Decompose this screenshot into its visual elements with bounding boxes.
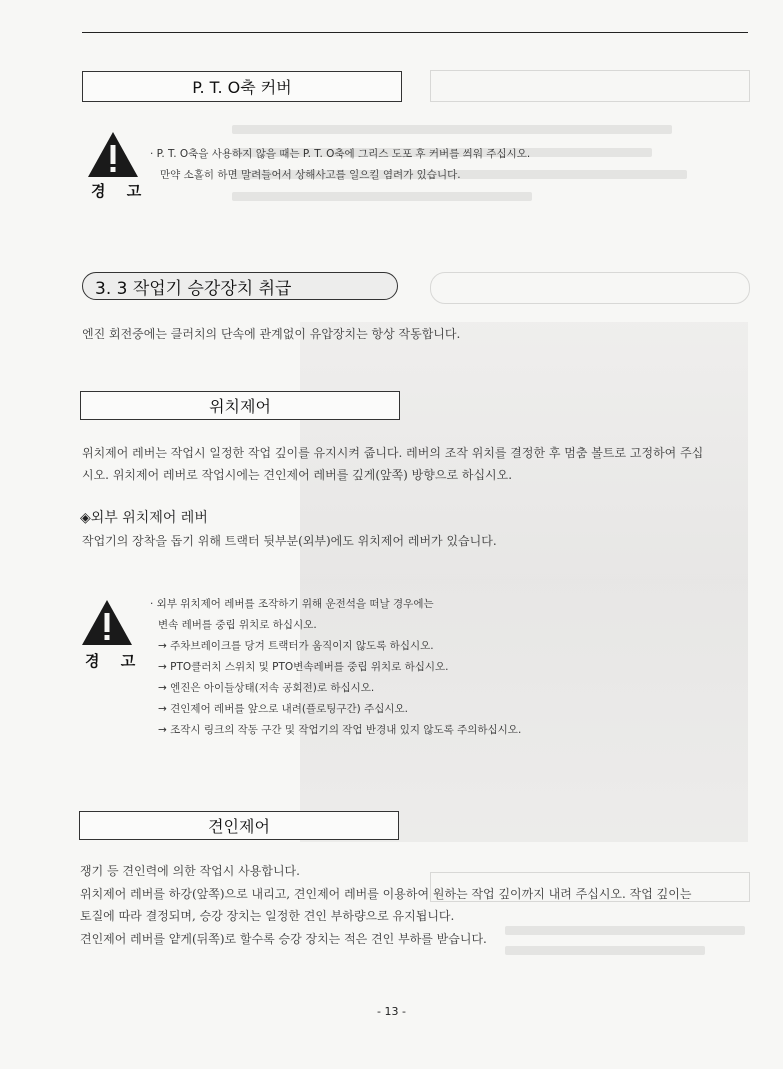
top-rule (82, 32, 748, 33)
paragraph-line: 위치제어 레버는 작업시 일정한 작업 깊이를 유지시켜 줍니다. 레버의 조작 위치를 결정한 후 멈춤 볼트로 고정하여 주십 (82, 446, 704, 460)
paragraph-line: 토질에 따라 결정되며, 승강 장치는 일정한 견인 부하량으로 유지됩니다. (80, 909, 455, 923)
show-through-heading-box (430, 70, 750, 102)
position-control-heading (80, 391, 400, 420)
external-lever-heading: ◈외부 위치제어 레버 (80, 510, 208, 526)
external-lever-text: 작업기의 장착을 돕기 위해 트랙터 뒷부분(외부)에도 위치제어 레버가 있습니다. (82, 534, 497, 548)
section-title-text: 3. 3 작업기 승강장치 취급 (95, 278, 292, 299)
warning-triangle-icon (80, 598, 134, 648)
position-control-heading-text: 위치제어 (209, 397, 271, 416)
show-through-text (232, 125, 672, 134)
warning-line: → PTO클러치 스위치 및 PTO변속레버를 중립 위치로 하십시오. (158, 661, 449, 673)
warning-line: → 주차브레이크를 당겨 트랙터가 움직이지 않도록 하십시오. (158, 640, 434, 652)
pto-cover-heading-text: P. T. O축 커버 (192, 78, 292, 97)
warning-triangle-icon (86, 130, 140, 180)
position-control-text (82, 443, 703, 485)
paragraph-line: 위치제어 레버를 하강(앞쪽)으로 내리고, 견인제어 레버를 이용하여 원하는 작업 깊이까지 내려 주십시오. 작업 깊이는 (80, 886, 692, 901)
external-warning-text (150, 594, 521, 741)
warning-line: 변속 레버를 중립 위치로 하십시오. (158, 619, 317, 631)
warning-line: · P. T. O축을 사용하지 않을 때는 P. T. O축에 그리스 도포 후 커버를 씌워 주십시오. (150, 148, 531, 160)
section-title (82, 272, 398, 300)
paragraph-line: 쟁기 등 견인력에 의한 작업시 사용합니다. (80, 864, 300, 878)
pto-warning-text (150, 144, 530, 186)
warning-line: · 외부 위치제어 레버를 조작하기 위해 운전석을 떠날 경우에는 (150, 598, 434, 610)
show-through-section-box (430, 272, 750, 304)
warning-line: → 엔진은 아이들상태(저속 공회전)로 하십시오. (158, 682, 375, 694)
pto-cover-heading (82, 71, 402, 102)
show-through-text (232, 192, 532, 201)
section-intro: 엔진 회전중에는 클러치의 단속에 관계없이 유압장치는 항상 작동합니다. (82, 327, 461, 341)
warning-line: → 견인제어 레버를 앞으로 내려(플로팅구간) 주십시오. (158, 703, 409, 715)
page-number: - 13 - (377, 1005, 406, 1018)
warning-line: 만약 소홀히 하면 말려들어서 상해사고를 일으킬 염려가 있습니다. (160, 169, 461, 181)
draft-control-heading (79, 811, 399, 840)
draft-control-heading-text: 견인제어 (208, 817, 270, 836)
draft-control-text (80, 860, 691, 950)
warning-label: 경 고 (91, 182, 150, 200)
warning-line: → 조작시 링크의 작동 구간 및 작업기의 작업 반경내 있지 않도록 주의하십시오. (158, 724, 522, 736)
paragraph-line: 시오. 위치제어 레버로 작업시에는 견인제어 레버를 깊게(앞쪽) 방향으로 하십시오. (82, 468, 513, 482)
paragraph-line: 견인제어 레버를 얕게(뒤쪽)로 할수록 승강 장치는 적은 견인 부하를 받습니다. (80, 931, 487, 946)
warning-label: 경 고 (85, 652, 144, 670)
